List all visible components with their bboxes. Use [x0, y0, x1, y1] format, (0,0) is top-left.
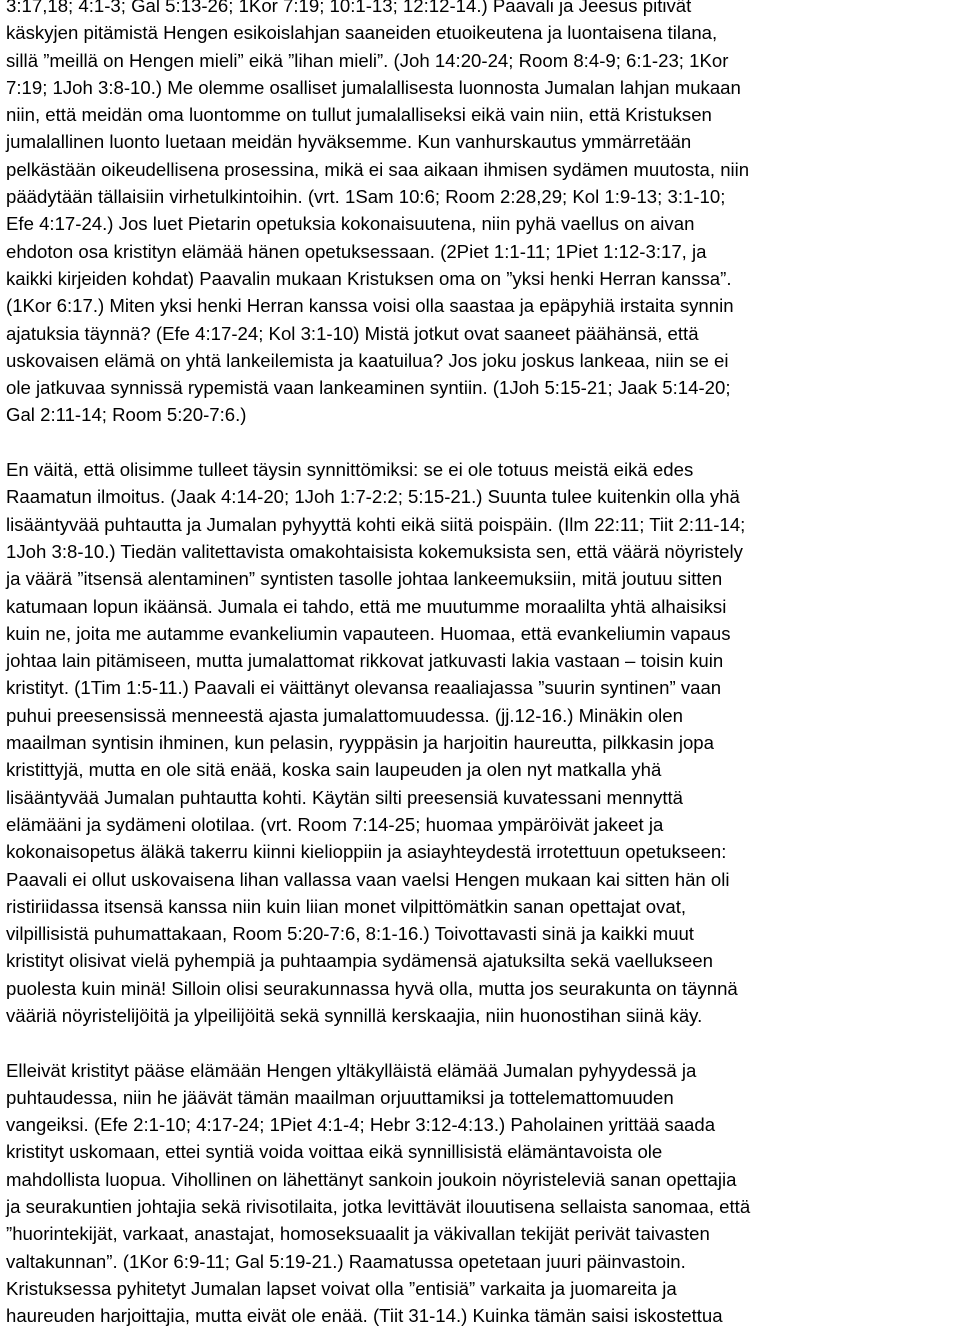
text-line: elämääni ja sydämeni olotilaa. (vrt. Room 7:14-25; huomaa ympäröivät jakeet ja: [6, 813, 664, 835]
text-line: puolesta kuin minä! Silloin olisi seurakunnassa hyvä olla, mutta jos seurakunta on täynnä: [6, 977, 738, 999]
text-line: jumalallinen luonto luetaan meidän hyväksemme. Kun vanhurskautus ymmärretään: [6, 131, 692, 153]
text-line: haureuden harjoittajia, mutta eivät ole enää. (Tiit 31-14.) Kuinka tämän saisi iskostettua: [6, 1305, 723, 1327]
text-line: niin, että meidän oma luontomme on tullut jumalalliseksi eikä vain niin, että Kristuksen: [6, 104, 712, 126]
text-line: ja seurakuntien johtajia sekä rivisotilaita, jotka levittävät ilouutisena sellaista sanomaa, että: [6, 1196, 751, 1218]
text-line: puhui preesensissä menneestä ajasta jumalattomuudessa. (jj.12-16.) Minäkin olen: [6, 704, 683, 726]
text-line: 3:17,18; 4:1-3; Gal 5:13-26; 1Kor 7:19; 10:1-13; 12:12-14.) Paavali ja Jeesus pitivät: [6, 0, 692, 16]
text-line: En väitä, että olisimme tulleet täysin synnittömiksi: se ei ole totuus meistä eikä edes: [6, 459, 694, 481]
text-line: Raamatun ilmoitus. (Jaak 4:14-20; 1Joh 1:7-2:2; 5:15-21.) Suunta tulee kuitenkin olla yhä: [6, 486, 740, 508]
text-line: vääriä nöyristelijöitä ja ylpeilijöitä sekä synnillä kerskaajia, niin huonostihan siinä käy.: [6, 1004, 703, 1026]
paragraph-1: [6, 0, 960, 429]
text-line: ole jatkuvaa synnissä rypemistä vaan lankeaminen syntiin. (1Joh 5:15-21; Jaak 5:14-20;: [6, 377, 731, 399]
paragraph-gap: [6, 429, 960, 456]
text-line: kuin ne, joita me autamme evankeliumin vapauteen. Huomaa, että evankeliumin vapaus: [6, 622, 731, 644]
text-line: vangeiksi. (Efe 2:1-10; 4:17-24; 1Piet 4:1-4; Hebr 3:12-4:13.) Paholainen yrittää saada: [6, 1114, 716, 1136]
text-line: lisääntyvää Jumalan puhtautta kohti. Käytän silti preesensiä kuvatessani mennyttä: [6, 786, 683, 808]
text-line: kristityt uskomaan, ettei syntiä voida voittaa eikä synnillisistä elämäntavoista ole: [6, 1141, 663, 1163]
paragraph-3: [6, 1057, 960, 1330]
text-line: uskovaisen elämä on yhtä lankeilemista ja kaatuilua? Jos joku joskus lankeaa, niin se ei: [6, 349, 729, 371]
text-line: ja väärä ”itsensä alentaminen” syntisten tasolle johtaa lankeemuksiin, mitä joutuu sitten: [6, 568, 723, 590]
text-line: puhtaudessa, niin he jäävät tämän maailman orjuuttamiksi ja tottelemattomuuden: [6, 1086, 674, 1108]
text-line: (1Kor 6:17.) Miten yksi henki Herran kanssa voisi olla saastaa ja epäpyhiä irstaita synnin: [6, 295, 734, 317]
text-line: kaikki kirjeiden kohdat) Paavalin mukaan Kristuksen oma on ”yksi henki Herran kanssa”.: [6, 267, 732, 289]
text-line: sillä ”meillä on Hengen mieli” eikä ”lihan mieli”. (Joh 14:20-24; Room 8:4-9; 6:1-23; 1Kor: [6, 49, 729, 71]
text-line: Gal 2:11-14; Room 5:20-7:6.): [6, 404, 247, 426]
text-line: ehdoton osa kristityn elämää hänen opetuksessaan. (2Piet 1:1-11; 1Piet 1:12-3:17, ja: [6, 240, 707, 262]
text-line: Efe 4:17-24.) Jos luet Pietarin opetuksia kokonaisuutena, niin pyhä vaellus on aivan: [6, 213, 695, 235]
text-line: mahdollista luopua. Vihollinen on lähettänyt sankoin joukoin nöyristeleviä sanan opettajia: [6, 1168, 737, 1190]
text-line: ajatuksia täynnä? (Efe 4:17-24; Kol 3:1-10) Mistä jotkut ovat saaneet päähänsä, että: [6, 322, 699, 344]
text-line: Elleivät kristityt pääse elämään Hengen yltäkylläistä elämää Jumalan pyhyydessä ja: [6, 1059, 697, 1081]
text-line: käskyjen pitämistä Hengen esikoislahjan saaneiden etuoikeutena ja luontaisena tilana,: [6, 22, 718, 44]
text-line: kristityt olisivat vielä pyhempiä ja puhtaampia sydämensä ajatuksilta sekä vaellukseen: [6, 950, 713, 972]
paragraph-2: [6, 456, 960, 1029]
text-line: 7:19; 1Joh 3:8-10.) Me olemme osalliset jumalallisesta luonnosta Jumalan lahjan mukaan: [6, 76, 741, 98]
text-line: valtakunnan”. (1Kor 6:9-11; Gal 5:19-21.) Raamatussa opetetaan juuri päinvastoin.: [6, 1250, 686, 1272]
text-line: ”huorintekijät, varkaat, anastajat, homoseksuaalit ja väkivallan tekijät perivät taivasten: [6, 1223, 710, 1245]
text-line: Kristuksessa pyhitetyt Jumalan lapset voivat olla ”entisiä” varkaita ja juomareita ja: [6, 1277, 677, 1299]
text-line: kristittyjä, mutta en ole sitä enää, koska sain laupeuden ja olen nyt matkalla yhä: [6, 759, 662, 781]
text-line: Paavali ei ollut uskovaisena lihan vallassa vaan vaelsi Hengen mukaan kai sitten hän oli: [6, 868, 730, 890]
text-line: kokonaisopetus äläkä takerru kiinni kielioppiin ja asiayhteydestä irrotettuun opetukseen:: [6, 841, 727, 863]
paragraph-gap: [6, 1029, 960, 1056]
text-line: kristityt. (1Tim 1:5-11.) Paavali ei väittänyt olevansa reaaliajassa ”suurin syntinen” vaan: [6, 677, 722, 699]
text-line: lisääntyvää puhtautta ja Jumalan pyhyyttä kohti eikä siitä poispäin. (Ilm 22:11; Tiit 2:11-14;: [6, 513, 746, 535]
text-line: vilpillisistä puhumattakaan, Room 5:20-7:6, 8:1-16.) Toivottavasti sinä ja kaikki muut: [6, 923, 694, 945]
text-line: katumaan lopun ikäänsä. Jumala ei tahdo, että me muutumme moraalilta yhtä alhaisiksi: [6, 595, 727, 617]
text-line: 1Joh 3:8-10.) Tiedän valitettavista omakohtaisista kokemuksista sen, että väärä nöyristely: [6, 540, 743, 562]
text-line: pelkästään oikeudellisena prosessina, mikä ei saa aikaan ihmisen sydämen muutosta, niin: [6, 158, 750, 180]
text-line: maailman syntisin ihminen, kun pelasin, ryyppäsin ja harjoitin haureutta, pilkkasin jopa: [6, 732, 714, 754]
text-line: päädytään tällaisiin virhetulkintoihin. (vrt. 1Sam 10:6; Room 2:28,29; Kol 1:9-13; 3:1-10;: [6, 186, 726, 208]
text-line: ristiriidassa itsensä kanssa niin kuin liian monet vilpittömätkin sanan opettajat ovat,: [6, 895, 687, 917]
text-line: johtaa lain pitämiseen, mutta jumalattomat rikkovat jatkuvasti lakia vastaan – toisin kuin: [6, 650, 724, 672]
